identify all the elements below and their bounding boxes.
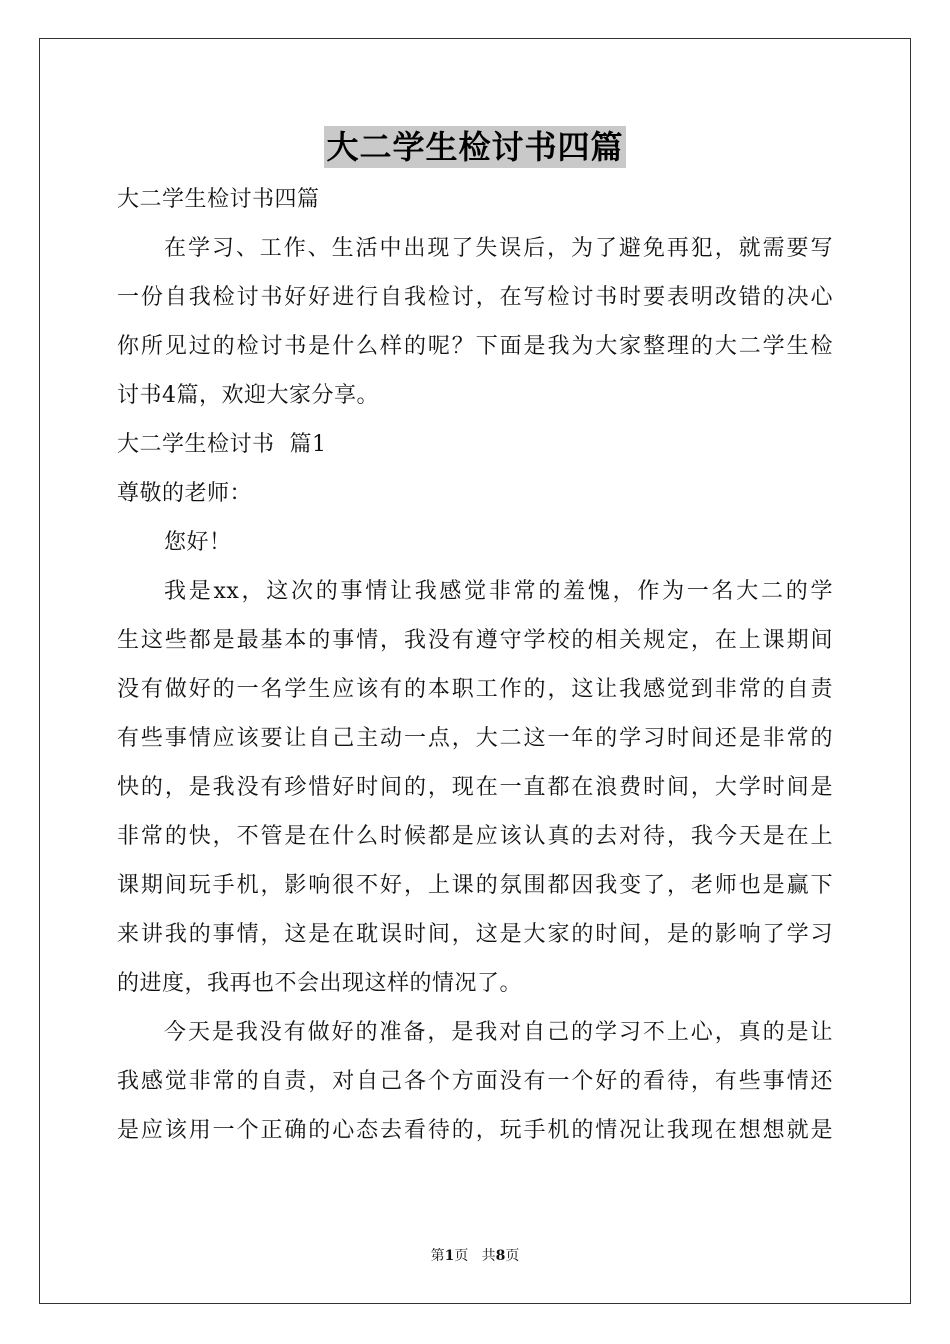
greeting: 您好！ xyxy=(164,530,232,555)
total-suffix: 页 xyxy=(505,1248,520,1264)
total-pages: 8 xyxy=(495,1248,506,1264)
intro-line: 讨书4篇，欢迎大家分享。 xyxy=(117,383,379,408)
paragraph-line: 来讲我的事情，这是在耽误时间，这是大家的时间，是的影响了学习 xyxy=(117,922,833,947)
body-paragraph-2 xyxy=(117,1013,833,1150)
total-prefix: 共 xyxy=(481,1248,496,1264)
intro-line: 一份自我检讨书好好进行自我检讨，在写检讨书时要表明改错的决心 xyxy=(117,285,833,310)
paragraph-line: 我是xx，这次的事情让我感觉非常的羞愧，作为一名大二的学 xyxy=(164,579,833,604)
paragraph-line: 快的，是我没有珍惜好时间的，现在一直都在浪费时间，大学时间是 xyxy=(117,775,833,800)
paragraph-line: 的进度，我再也不会出现这样的情况了。 xyxy=(117,971,523,996)
paragraph-line: 课期间玩手机，影响很不好，上课的氛围都因我变了，老师也是赢下 xyxy=(117,873,833,898)
salutation: 尊敬的老师： xyxy=(117,481,253,506)
paragraph-line: 今天是我没有做好的准备，是我对自己的学习不上心，真的是让 xyxy=(164,1020,833,1045)
section-heading: 大二学生检讨书 篇1 xyxy=(117,432,327,457)
paragraph-line: 非常的快，不管是在什么时候都是应该认真的去对待，我今天是在上 xyxy=(117,824,833,849)
paragraph-line: 是应该用一个正确的心态去看待的，玩手机的情况让我现在想想就是 xyxy=(117,1118,833,1143)
page-footer xyxy=(0,1246,950,1266)
intro-line: 你所见过的检讨书是什么样的呢？下面是我为大家整理的大二学生检 xyxy=(117,334,833,359)
paragraph-line: 生这些都是最基本的事情，我没有遵守学校的相关规定，在上课期间 xyxy=(117,628,833,653)
intro-paragraph xyxy=(117,229,833,415)
paragraph-line: 我感觉非常的自责，对自己各个方面没有一个好的看待，有些事情还 xyxy=(117,1069,833,1094)
title-container xyxy=(0,126,950,168)
subtitle: 大二学生检讨书四篇 xyxy=(117,187,320,212)
page-prefix: 第 xyxy=(430,1248,445,1264)
paragraph-line: 没有做好的一名学生应该有的本职工作的，这让我感觉到非常的自责 xyxy=(117,677,833,702)
page-suffix: 页 xyxy=(454,1248,469,1264)
document-title: 大二学生检讨书四篇 xyxy=(326,128,624,166)
paragraph-line: 有些事情应该要让自己主动一点，大二这一年的学习时间还是非常的 xyxy=(117,726,833,751)
body-paragraph-1 xyxy=(117,572,833,1003)
document-body xyxy=(117,180,833,1150)
intro-line: 在学习、工作、生活中出现了失误后，为了避免再犯，就需要写 xyxy=(164,236,833,261)
page-number: 1 xyxy=(444,1248,455,1264)
